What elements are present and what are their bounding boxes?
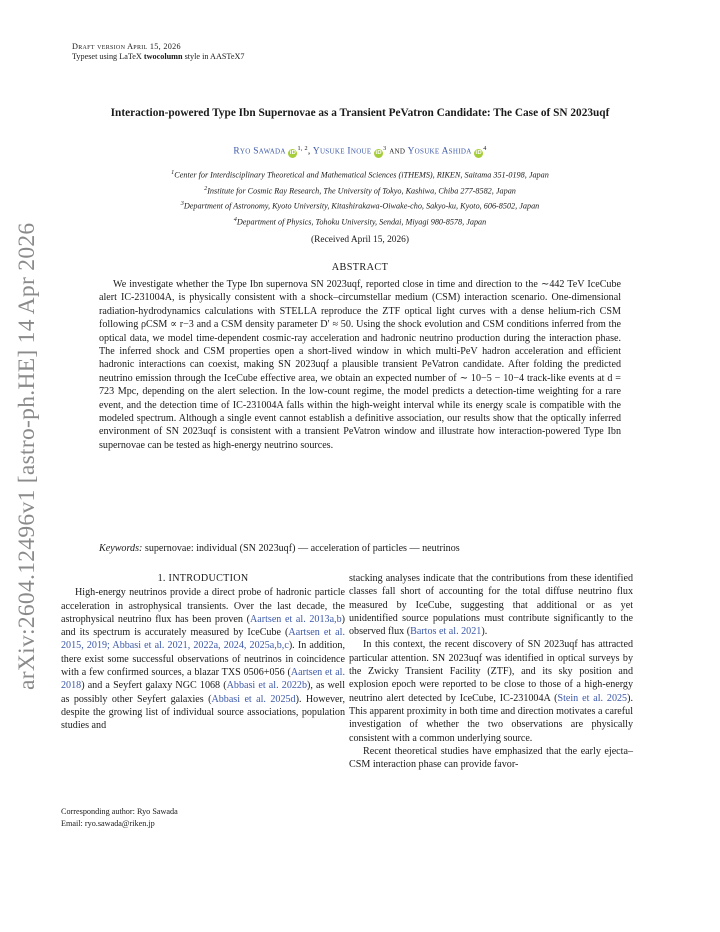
affiliation: $^2$Institute for Cosmic Ray Research, The University of Tokyo, Kashiwa, Chiba 277-8582, Japan bbox=[204, 184, 516, 196]
citation-link[interactable]: Aartsen et al. 2015, 2019; Abbasi et al. 2021, 2022a, 2024, 2025a,b,c bbox=[61, 627, 345, 652]
abstract-heading: ABSTRACT bbox=[331, 262, 389, 273]
received-date: (Received April 15, 2026) bbox=[311, 235, 409, 245]
paragraph: stacking analyses indicate that the contributions from these identified classes fall short of accounting for the total diffuse neutrino flux measured by IceCube, suggesting that additional or as yet unidentified source populations must contribute significantly to the observed flux (Bartos et al. 2021). bbox=[349, 573, 633, 638]
typeset-line: Typeset using LaTeX twocolumn style in AASTeX7 bbox=[72, 52, 245, 61]
orcid-icon[interactable]: iD bbox=[289, 149, 297, 156]
paragraph: Recent theoretical studies have emphasized that the early ejecta–CSM interaction phase can provide favor- bbox=[349, 745, 633, 771]
author-name[interactable]: Yosuke Ashida bbox=[407, 146, 472, 157]
affiliation: $^1$Center for Interdisciplinary Theoretical and Mathematical Sciences (iTHEMS), RIKEN, Saitama 351-0198, Japan bbox=[171, 169, 549, 180]
right-column bbox=[349, 572, 633, 771]
author-name[interactable]: Ryo Sawada bbox=[233, 146, 286, 157]
corresponding-author: Corresponding author: Ryo Sawada bbox=[61, 807, 178, 816]
paper-title: Interaction-powered Type Ibn Supernovae as a Transient PeVatron Candidate: The Case of SN 2023uqf bbox=[110, 107, 610, 119]
arxiv-stamp: arXiv:2604.12496v1 [astro-ph.HE] 14 Apr 2026 bbox=[14, 222, 40, 690]
keywords: Keywords: supernovae: individual (SN 2023uqf) — acceleration of particles — neutrinos bbox=[99, 543, 460, 554]
draft-line: Draft version April 15, 2026 bbox=[72, 42, 181, 51]
author-name[interactable]: Yusuke Inoue bbox=[312, 146, 372, 157]
paragraph: High-energy neutrinos provide a direct probe of hadronic particle acceleration in astrophysical transients. Over the last decade, the astrophysical neutrino flux has been proven (Aartsen et al. 2013a,b) and its spectrum is accurately measured by IceCube (Aartsen et al. 2015, 2019; Abbasi et al. 2021, 2022a, 2024, 2025a,b,c). In addition, there exist some successful observations of neutrinos in coincidence with a few confirmed sources, a blazar TXS 0506+056 (Aartsen et al. 2018) and a Seyfert galaxy NGC 1068 (Abbasi et al. 2022b), as well as possibly other Seyfert galaxies (Abbasi et al. 2025d). However, despite the growing list of individual source associations, population studies and bbox=[61, 587, 346, 732]
section-heading: 1. INTRODUCTION bbox=[157, 573, 249, 584]
paragraph: In this context, the recent discovery of SN 2023uqf has attracted particular attention. SN 2023uqf was identified in optical surveys by the Zwicky Transient Facility (ZTF), and its sky position and explosion epoch were reported to be close to those of a high-energy neutrino alert detected by IceCube, IC-231004A (Stein et al. 2025). This apparent proximity in both time and direction motivates a careful investigation of whether the two observations are physically consistent with a common underlying source. bbox=[349, 639, 633, 744]
author-list: Ryo Sawada iD$^{1, 2}$, Yusuke Inoue $iD^3$ and Yosuke Ashida $iD^4$ bbox=[233, 145, 487, 157]
citation-link[interactable]: Abbasi et al. 2022b bbox=[226, 680, 308, 692]
orcid-icon[interactable]: iD bbox=[475, 149, 482, 156]
orcid-icon[interactable]: iD bbox=[375, 149, 382, 156]
citation-link[interactable]: Aartsen et al. 2013a,b bbox=[249, 613, 342, 625]
affiliation: $^3$Department of Astronomy, Kyoto University, Kitashirakawa-Oiwake-cho, Sakyo-ku, Kyoto, 606-8502, Japan bbox=[180, 200, 540, 211]
keywords-label: Keywords: bbox=[99, 543, 143, 554]
affiliation-list bbox=[72, 166, 648, 229]
email[interactable]: Email: ryo.sawada@riken.jp bbox=[61, 818, 155, 828]
footnote bbox=[61, 806, 178, 829]
citation-link[interactable]: Stein et al. 2025 bbox=[557, 692, 628, 704]
citation-link[interactable]: Bartos et al. 2021 bbox=[410, 626, 482, 638]
abstract-text: We investigate whether the Type Ibn supernova SN 2023uqf, reported close in time and direction to the ∼442 TeV IceCube alert IC-231004A, is physically consistent with a shock–circumstellar medium (CSM) interaction scenario. One-dimensional radiation-hydrodynamics calculations with STELLA reproduce the ZTF optical light curves with a dense helium-rich CSM following ρCSM ∝ r−3 and a CSM density parameter D′ ≈ 50. Using the shock evolution and CSM conditions inferred from the optical data, we model time-dependent cosmic-ray acceleration and hadronic neutrino production during the interaction phase. The inferred shock and CSM properties open a short-lived window in which multi-PeV hadron acceleration and efficient hadronic interactions can coexist, making SN 2023uqf a plausible transient PeVatron candidate. After folding the predicted neutrino emission through the IceCube effective area, we obtain an expected number of ∼ 10−5 − 10−4 track-like events at d = 723 Mpc, depending on the alert selection. In the low-count regime, the model predicts a detection-time weighting for a rare event, and the detection time of IC-231004A falls within the high-weight interval while its energy scale is compatible with the modeled spectrum. Although a single event cannot establish a definitive association, our results show that the optically inferred environment of SN 2023uqf is consistent with a transient PeVatron window and illustrate how interaction-powered Type Ibn supernovae can be tested as high-energy neutrino sources. bbox=[99, 279, 621, 451]
citation-link[interactable]: Abbasi et al. 2025d bbox=[211, 693, 296, 705]
affiliation: $^4$Department of Physics, Tohoku University, Sendai, Miyagi 980-8578, Japan bbox=[233, 216, 487, 227]
left-column bbox=[61, 572, 345, 733]
page-header bbox=[72, 42, 245, 62]
citation-link[interactable]: Aartsen et al. 2018 bbox=[61, 667, 345, 692]
latex-logo: LaTeX bbox=[119, 52, 142, 61]
